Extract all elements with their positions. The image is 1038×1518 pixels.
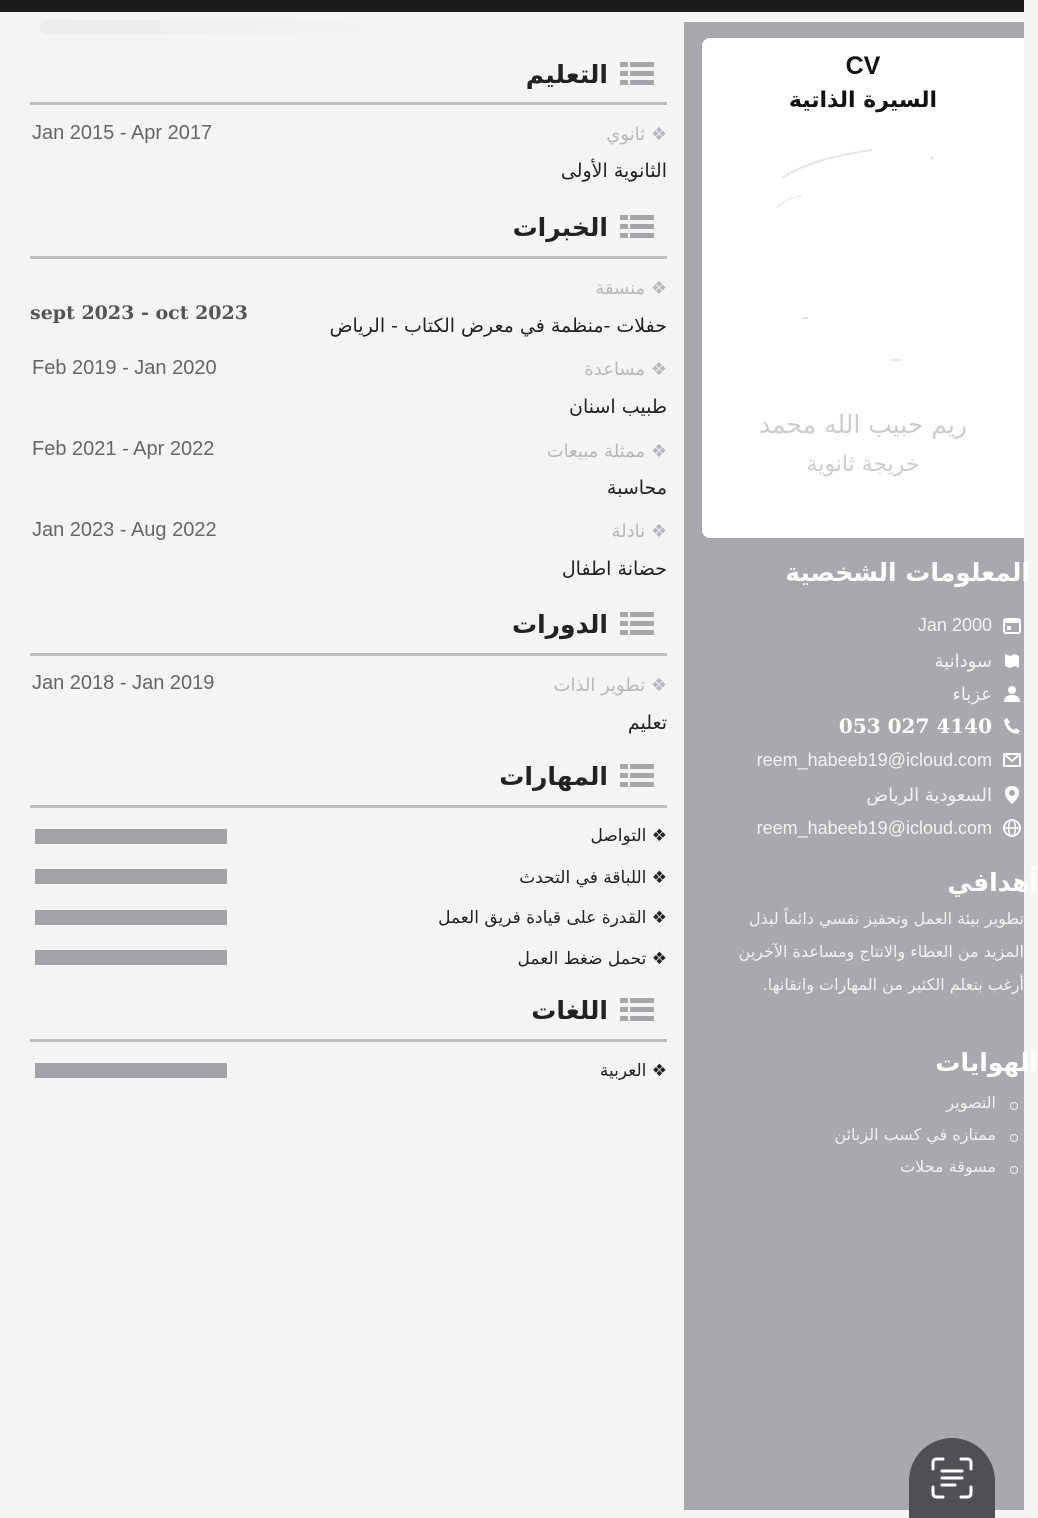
- phone-number[interactable]: 053 027 4140: [838, 714, 992, 738]
- skill-label: ❖ اللباقة في التحدث: [519, 868, 667, 888]
- courses-divider: [30, 653, 667, 656]
- person-icon: [1000, 683, 1024, 705]
- experience-place: محاسبة: [606, 477, 667, 499]
- course-name: ❖ تطوير الذات: [553, 675, 667, 696]
- person-title: خريجة ثانوية: [806, 452, 920, 477]
- education-title: التعليم: [525, 59, 608, 89]
- skill-label: ❖ تحمل ضغط العمل: [517, 949, 667, 969]
- experience-place: طبيب اسنان: [569, 396, 667, 418]
- list-icon: [620, 762, 654, 790]
- experience-section-header: [513, 209, 654, 245]
- goals-line: المزيد من العطاء والانتاج ومساعدة الآخرين: [738, 942, 1024, 961]
- experience-role: ❖ نادلة: [611, 521, 667, 542]
- skills-divider: [30, 805, 667, 808]
- skill-label: ❖ القدرة على قيادة فريق العمل: [438, 908, 667, 928]
- goals-heading: أهدافي: [947, 868, 1038, 897]
- nationality-row: [935, 649, 1025, 673]
- hobby-item: مسوقة محلات: [900, 1157, 996, 1176]
- top-status-bar: [0, 0, 1024, 12]
- course-date: Jan 2018 - Jan 2019: [32, 672, 215, 694]
- experience-role: ❖ ممثلة مبيعات: [546, 441, 667, 462]
- languages-title: اللغات: [531, 995, 608, 1025]
- calendar-icon: [1000, 614, 1024, 636]
- language-level-bar: [35, 1063, 227, 1078]
- languages-section-header: [531, 992, 654, 1028]
- list-icon: [620, 60, 654, 88]
- hobby-bullet: [1010, 1102, 1018, 1110]
- education-divider: [30, 102, 667, 105]
- goals-line: أرغب بتعلم الكثير من المهارات واتقانها.: [762, 975, 1024, 994]
- education-school: الثانوية الأولى: [560, 160, 667, 182]
- list-icon: [620, 213, 654, 241]
- location: السعودية الرياض: [866, 784, 992, 806]
- courses-section-header: [512, 606, 654, 642]
- marital-status-row: [952, 682, 1024, 706]
- birth-date: Jan 2000: [917, 614, 992, 635]
- birth-date-row: [918, 613, 1024, 637]
- list-icon: [620, 610, 654, 638]
- cv-title: CV: [845, 52, 881, 80]
- cv-subtitle: السيرة الذاتية: [788, 88, 938, 113]
- text-scan-icon: [929, 1455, 975, 1501]
- profile-card: [702, 38, 1024, 538]
- goals-text: [704, 902, 1024, 1001]
- hobby-bullet: [1010, 1166, 1018, 1174]
- flag-icon: [1000, 650, 1024, 672]
- courses-title: الدورات: [511, 609, 608, 639]
- experience-date: Feb 2021 - Apr 2022: [32, 438, 215, 460]
- list-icon: [620, 996, 654, 1024]
- hobby-bullet: [1010, 1134, 1018, 1142]
- experience-place: حفلات -منظمة في معرض الكتاب - الرياض: [329, 315, 667, 337]
- experience-date: sept 2023 - oct 2023: [30, 302, 248, 324]
- experience-role: ❖ مساعدة: [584, 359, 667, 380]
- experience-date: Jan 2023 - Aug 2022: [32, 519, 217, 541]
- nationality: سودانية: [934, 650, 992, 672]
- faint-header-strip: [40, 20, 420, 34]
- course-category: تعليم: [627, 712, 667, 734]
- hobby-item: التصوير: [946, 1093, 996, 1112]
- language-label: ❖ العربية: [599, 1061, 667, 1081]
- education-date: Jan 2015 - Apr 2017: [32, 122, 213, 144]
- education-degree: ❖ ثانوي: [606, 124, 667, 145]
- sidebar: [684, 22, 1038, 1510]
- hobby-item: ممتازه في كسب الزبائن: [834, 1125, 996, 1144]
- skill-level-bar: [35, 950, 227, 965]
- skill-level-bar: [35, 829, 227, 844]
- personal-info-heading: المعلومات الشخصية: [785, 558, 1030, 587]
- experience-role: ❖ منسقة: [595, 278, 667, 299]
- phone-icon: [1000, 715, 1024, 737]
- marital-status: عزباء: [952, 683, 992, 705]
- experience-divider: [30, 256, 667, 259]
- skill-level-bar: [35, 910, 227, 925]
- goals-line: تطوير بيئة العمل وتحفيز نفسي دائماً لبذل: [748, 909, 1024, 928]
- skill-label: ❖ التواصل: [590, 826, 667, 846]
- profile-photo: [762, 138, 982, 398]
- envelope-icon: [1000, 749, 1024, 771]
- skills-section-header: [499, 758, 654, 794]
- experience-date: Feb 2019 - Jan 2020: [32, 357, 217, 379]
- website-row[interactable]: [757, 816, 1024, 840]
- text-scan-button[interactable]: [909, 1438, 995, 1518]
- email-address[interactable]: reem_habeeb19@icloud.com: [756, 749, 992, 770]
- globe-icon: [1000, 817, 1024, 839]
- education-section-header: [526, 56, 654, 92]
- experience-title: الخبرات: [512, 212, 608, 242]
- person-name: ريم حبيب الله محمد: [759, 410, 967, 439]
- location-row: [866, 783, 1024, 807]
- email-row[interactable]: [757, 748, 1024, 772]
- hobbies-heading: الهوايات: [935, 1048, 1038, 1077]
- location-pin-icon: [1000, 784, 1024, 806]
- experience-place: حضانة اطفال: [561, 558, 667, 580]
- languages-divider: [30, 1039, 667, 1042]
- skills-title: المهارات: [499, 761, 608, 791]
- website[interactable]: reem_habeeb19@icloud.com: [756, 817, 992, 838]
- skill-level-bar: [35, 869, 227, 884]
- phone-row[interactable]: [839, 714, 1024, 738]
